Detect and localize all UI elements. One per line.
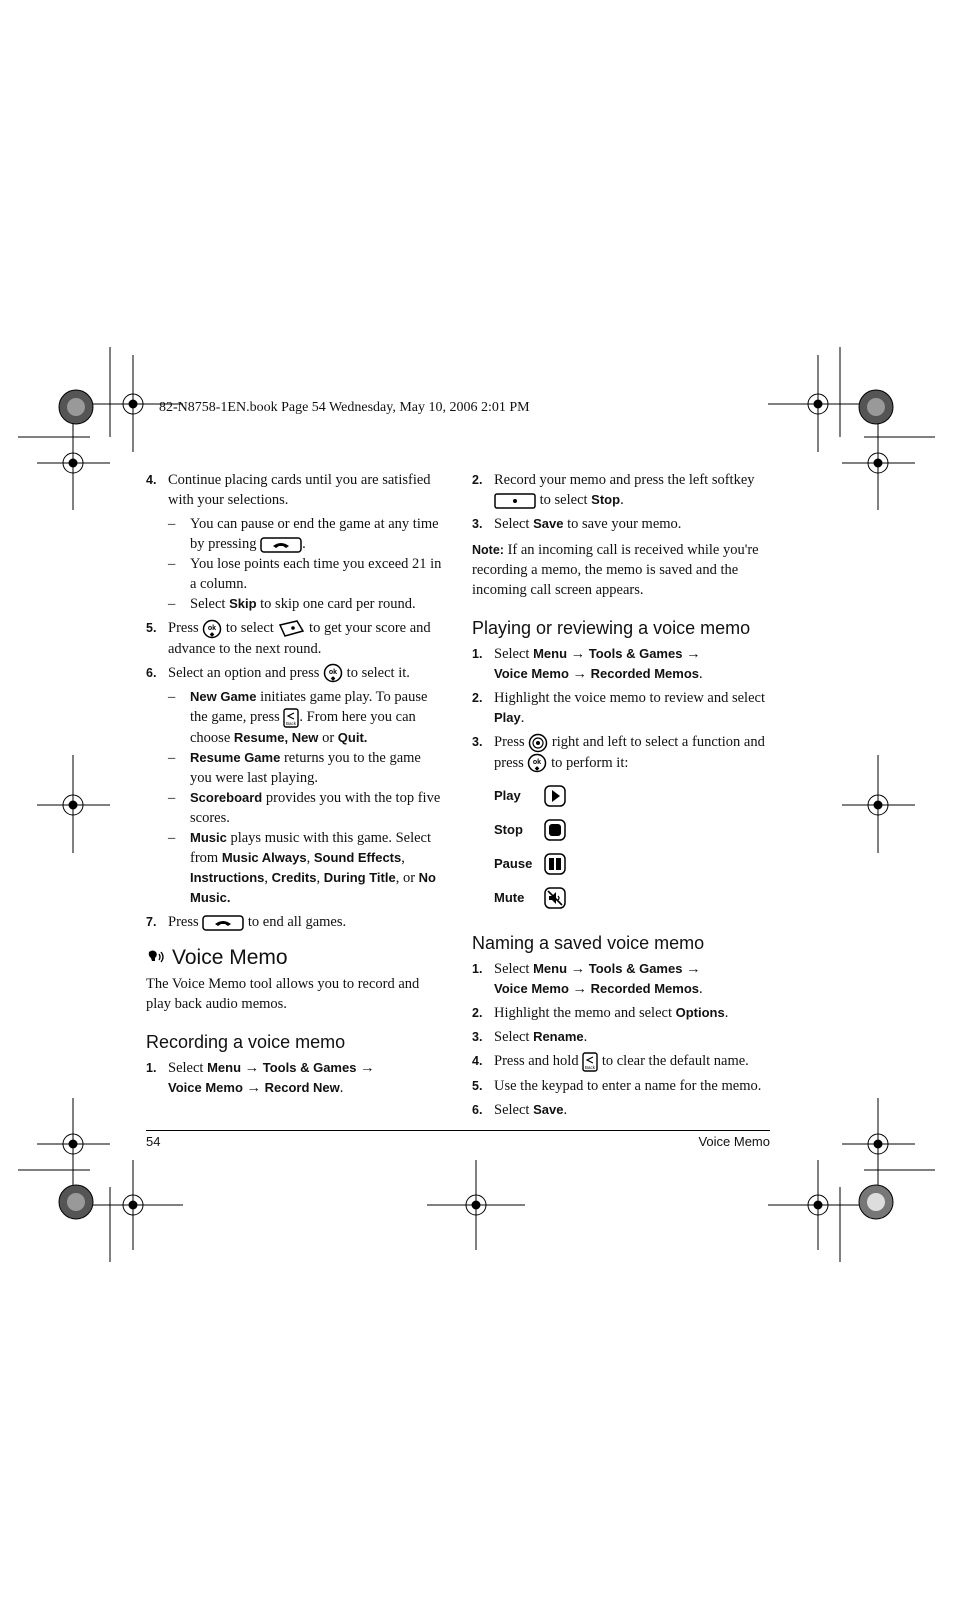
stop-icon xyxy=(544,819,566,841)
svg-text:Back: Back xyxy=(286,721,297,727)
naming-heading: Naming a saved voice memo xyxy=(472,933,705,954)
svg-text:◆: ◆ xyxy=(330,676,336,683)
step-6-new-game: – New Game initiates game play. To pause the game, press Back . From here you can choose Resume, New or Quit. xyxy=(168,689,428,747)
ok-key-icon xyxy=(527,753,547,773)
navigation-key-icon xyxy=(528,733,548,753)
function-list xyxy=(472,779,772,915)
left-softkey-icon xyxy=(494,492,536,510)
ok-key-icon xyxy=(323,663,343,683)
function-stop: Stop xyxy=(472,813,772,847)
step-6-resume-game: – Resume Game returns you to the game you were last playing. xyxy=(168,750,421,787)
rec-step-2: 2. Record your memo and press the left softkey to select Stop. xyxy=(472,472,755,508)
name-step-3: 3. Select Rename. xyxy=(472,1029,588,1046)
step-4: 4. Continue placing cards until you are satisfied with your selections. xyxy=(146,472,431,508)
step-7: 7. Press to end all games. xyxy=(146,914,347,931)
svg-text:ok: ok xyxy=(533,759,542,767)
end-key-icon xyxy=(202,914,244,932)
step-4-sub-2: – You lose points each time you exceed 21 in a column. xyxy=(168,556,442,592)
name-step-5: 5. Use the keypad to enter a name for the memo. xyxy=(472,1078,762,1095)
right-column xyxy=(472,470,772,1124)
rec-step-3: 3. Select Save to save your memo. xyxy=(472,516,682,532)
step-5: 5. Press ok ◆ to select to get your score and advance to the next round. xyxy=(146,620,431,657)
play-step-1: 1. Select Menu → Tools & Games → Voice Memo → Recorded Memos. xyxy=(472,646,703,682)
left-column xyxy=(146,470,442,1102)
voice-memo-icon xyxy=(146,948,166,968)
step-6: 6. Select an option and press ok ◆ to select it. xyxy=(146,664,410,683)
ok-key-icon xyxy=(202,619,222,639)
svg-text:ok: ok xyxy=(208,624,217,632)
voice-memo-title: Voice Memo xyxy=(146,948,442,968)
end-key-icon xyxy=(260,536,302,554)
pause-icon xyxy=(544,853,566,875)
step-4-sub-3: – Select Skip to skip one card per round. xyxy=(168,596,416,612)
play-step-2: 2. Highlight the voice memo to review and select Play. xyxy=(472,690,765,726)
note: Note: If an incoming call is received while you're recording a memo, the memo is saved and the incoming call screen appears. xyxy=(472,542,759,598)
function-play: Play xyxy=(472,779,772,813)
name-step-6: 6. Select Save. xyxy=(472,1102,568,1119)
back-key-icon xyxy=(283,708,299,728)
svg-text:ok: ok xyxy=(328,669,338,677)
voice-memo-intro: The Voice Memo tool allows you to record and play back audio memos. xyxy=(146,976,420,1013)
book-header-line: 82-N8758-1EN.book Page 54 Wednesday, May 10, 2006 2:01 PM xyxy=(159,400,530,415)
right-softkey-icon xyxy=(277,619,305,639)
svg-text:Back: Back xyxy=(585,1065,596,1071)
name-step-2: 2. Highlight the memo and select Options. xyxy=(472,1005,729,1022)
playing-heading: Playing or reviewing a voice memo xyxy=(472,618,751,638)
function-mute: Mute xyxy=(472,881,772,915)
step-6-music: – Music plays music with this game. Select from Music Always, Sound Effects, Instructions, Credits, During Title, or No Music. xyxy=(168,830,436,906)
name-step-4: 4. Press and hold Back to clear the default name. xyxy=(472,1053,749,1071)
mute-icon xyxy=(544,887,566,909)
recording-heading: Recording a voice memo xyxy=(146,1032,346,1053)
svg-text:◆: ◆ xyxy=(535,766,540,773)
play-step-3: 3. Press right and left to select a function and press ok ◆ to perform it: xyxy=(472,734,765,773)
step-4-sub-1: – You can pause or end the game at any time by pressing . xyxy=(168,516,439,552)
step-6-scoreboard: – Scoreboard provides you with the top five scores. xyxy=(168,790,441,827)
play-icon xyxy=(544,785,566,807)
rec-step-1: 1. Select Menu → Tools & Games → Voice Memo → Record New. xyxy=(146,1060,375,1097)
name-step-1: 1. Select Menu → Tools & Games → Voice Memo → Recorded Memos. xyxy=(472,961,703,998)
function-pause: Pause xyxy=(472,847,772,881)
footer-section-title: Voice Memo xyxy=(698,1134,770,1149)
footer-rule xyxy=(146,1130,770,1131)
back-key-icon xyxy=(582,1052,598,1072)
page-number: 54 xyxy=(146,1134,161,1149)
svg-text:◆: ◆ xyxy=(209,631,215,638)
